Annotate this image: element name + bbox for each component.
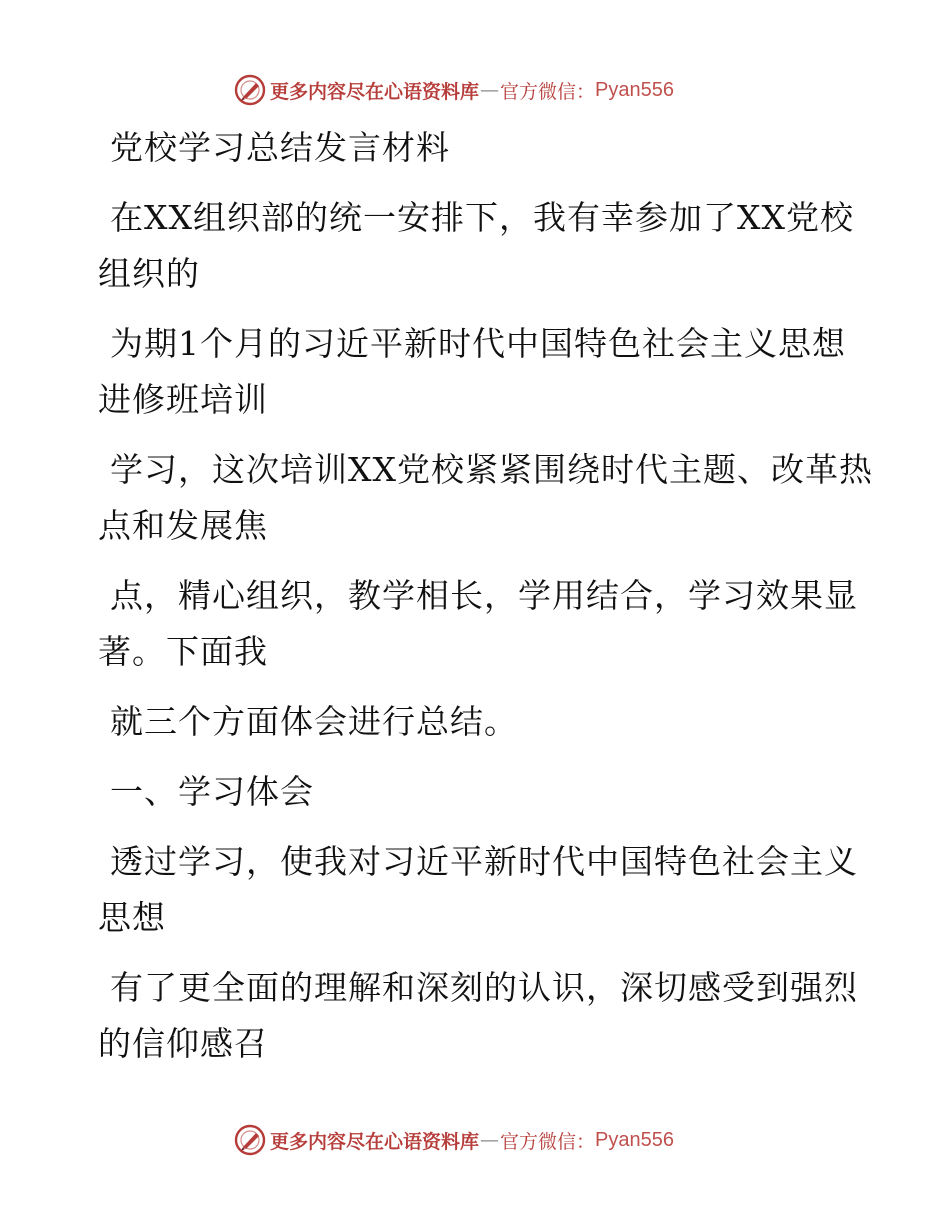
- watermark-handle: Pyan556: [595, 1128, 674, 1151]
- watermark-contact-label: 官方微信：: [500, 80, 596, 103]
- paragraph: 在XX组织部的统一安排下，我有幸参加了XX党校组织的: [98, 198, 854, 293]
- document-title: 党校学习总结发言材料: [110, 128, 450, 167]
- paragraph: 透过学习，使我对习近平新时代中国特色社会主义思想: [98, 842, 858, 937]
- pen-logo-icon: [234, 1124, 266, 1156]
- pen-logo-icon: [234, 74, 266, 106]
- paragraph: 就三个方面体会进行总结。: [110, 702, 518, 741]
- document-body: [98, 120, 878, 1086]
- header-watermark: [234, 73, 674, 107]
- watermark-handle: Pyan556: [595, 78, 674, 101]
- footer-watermark: [234, 1123, 674, 1157]
- watermark-main-text: 更多内容尽在心语资料库: [270, 1130, 480, 1153]
- watermark-main-text: 更多内容尽在心语资料库: [270, 80, 480, 103]
- watermark-contact-label: 官方微信：: [500, 1130, 596, 1153]
- paragraph: 有了更全面的理解和深刻的认识，深切感受到强烈的信仰感召: [98, 968, 858, 1063]
- paragraph: 点，精心组织，教学相长，学用结合，学习效果显著。下面我: [98, 576, 858, 671]
- section-heading: 一、学习体会: [110, 772, 314, 811]
- paragraph: 学习，这次培训XX党校紧紧围绕时代主题、改革热点和发展焦: [98, 450, 873, 545]
- watermark-separator: —: [480, 79, 500, 101]
- paragraph: 为期1个月的习近平新时代中国特色社会主义思想进修班培训: [98, 324, 846, 419]
- watermark-separator: —: [480, 1129, 500, 1151]
